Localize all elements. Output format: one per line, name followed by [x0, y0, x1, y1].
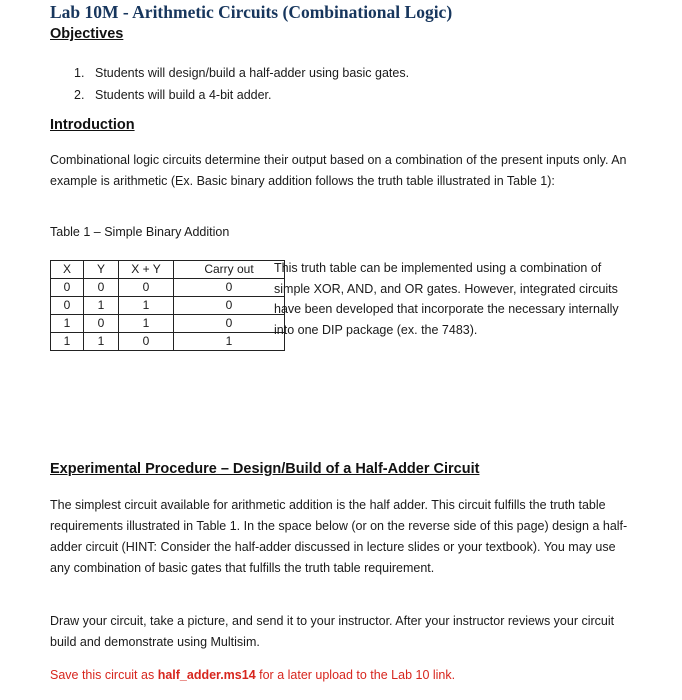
table-cell: 1 [119, 297, 174, 315]
table-cell: 1 [84, 297, 119, 315]
column-header-y: Y [84, 261, 119, 279]
table-side-text: This truth table can be implemented using a combination of simple XOR, AND, and OR gates. However, integrated circuits have been developed that incorporate the necessary internally into one DIP package (ex. the 7483). [274, 261, 619, 337]
table-row [51, 297, 285, 315]
column-header-x: X [51, 261, 84, 279]
table-cell: 0 [51, 297, 84, 315]
objectives-list [74, 62, 409, 106]
table-cell: 0 [84, 315, 119, 333]
table-header-row [51, 261, 285, 279]
introduction-paragraph: Combinational logic circuits determine their output based on a combination of the present inputs only. An example is arithmetic (Ex. Basic binary addition follows the truth table illustrated in Table 1): [50, 153, 627, 188]
table-cell: 1 [119, 315, 174, 333]
procedure-heading: Experimental Procedure – Design/Build of a Half-Adder Circuit [50, 461, 480, 477]
column-header-carry-out: Carry out [174, 261, 285, 279]
table-cell: 1 [51, 315, 84, 333]
list-item-text: Students will design/build a half-adder using basic gates. [95, 66, 410, 80]
table-cell: 0 [174, 297, 285, 315]
table-row [51, 333, 285, 351]
list-item [74, 62, 409, 84]
list-item [74, 84, 409, 106]
table-cell: 0 [174, 279, 285, 297]
list-item-text: Students will build a 4-bit adder. [95, 88, 272, 102]
procedure-paragraph: The simplest circuit available for arithmetic addition is the half adder. This circuit fulfills the truth table requirements illustrated in Table 1. In the space below (or on the reverse side of this page) design a half-adder circuit (HINT: Consider the half-adder discussed in lecture slides or your textbook). You may use any combination of basic gates that fulfills the truth table requirement. [50, 498, 628, 575]
table-cell: 1 [84, 333, 119, 351]
table-row [51, 279, 285, 297]
table-row [51, 315, 285, 333]
document-title: Lab 10M - Arithmetic Circuits (Combinational Logic) [50, 2, 453, 22]
list-item-number: 1. [74, 66, 85, 80]
introduction-heading: Introduction [50, 117, 135, 133]
save-note-suffix: for a later upload to the Lab 10 link. [255, 668, 456, 682]
table-cell: 0 [174, 315, 285, 333]
table-cell: 1 [51, 333, 84, 351]
table-cell: 0 [84, 279, 119, 297]
save-filename: half_adder.ms14 [157, 668, 256, 682]
save-note [50, 665, 455, 686]
instructions-paragraph: Draw your circuit, take a picture, and send it to your instructor. After your instructor reviews your circuit build and demonstrate using Multisim. [50, 614, 615, 649]
table-cell: 1 [174, 333, 285, 351]
table-caption: Table 1 – Simple Binary Addition [50, 225, 230, 239]
table-cell: 0 [119, 279, 174, 297]
list-item-number: 2. [74, 88, 85, 102]
column-header-sum: X + Y [119, 261, 174, 279]
table-cell: 0 [119, 333, 174, 351]
objectives-heading: Objectives [50, 26, 124, 42]
table-cell: 0 [51, 279, 84, 297]
save-note-prefix: Save this circuit as [50, 668, 158, 682]
truth-table [50, 260, 285, 351]
